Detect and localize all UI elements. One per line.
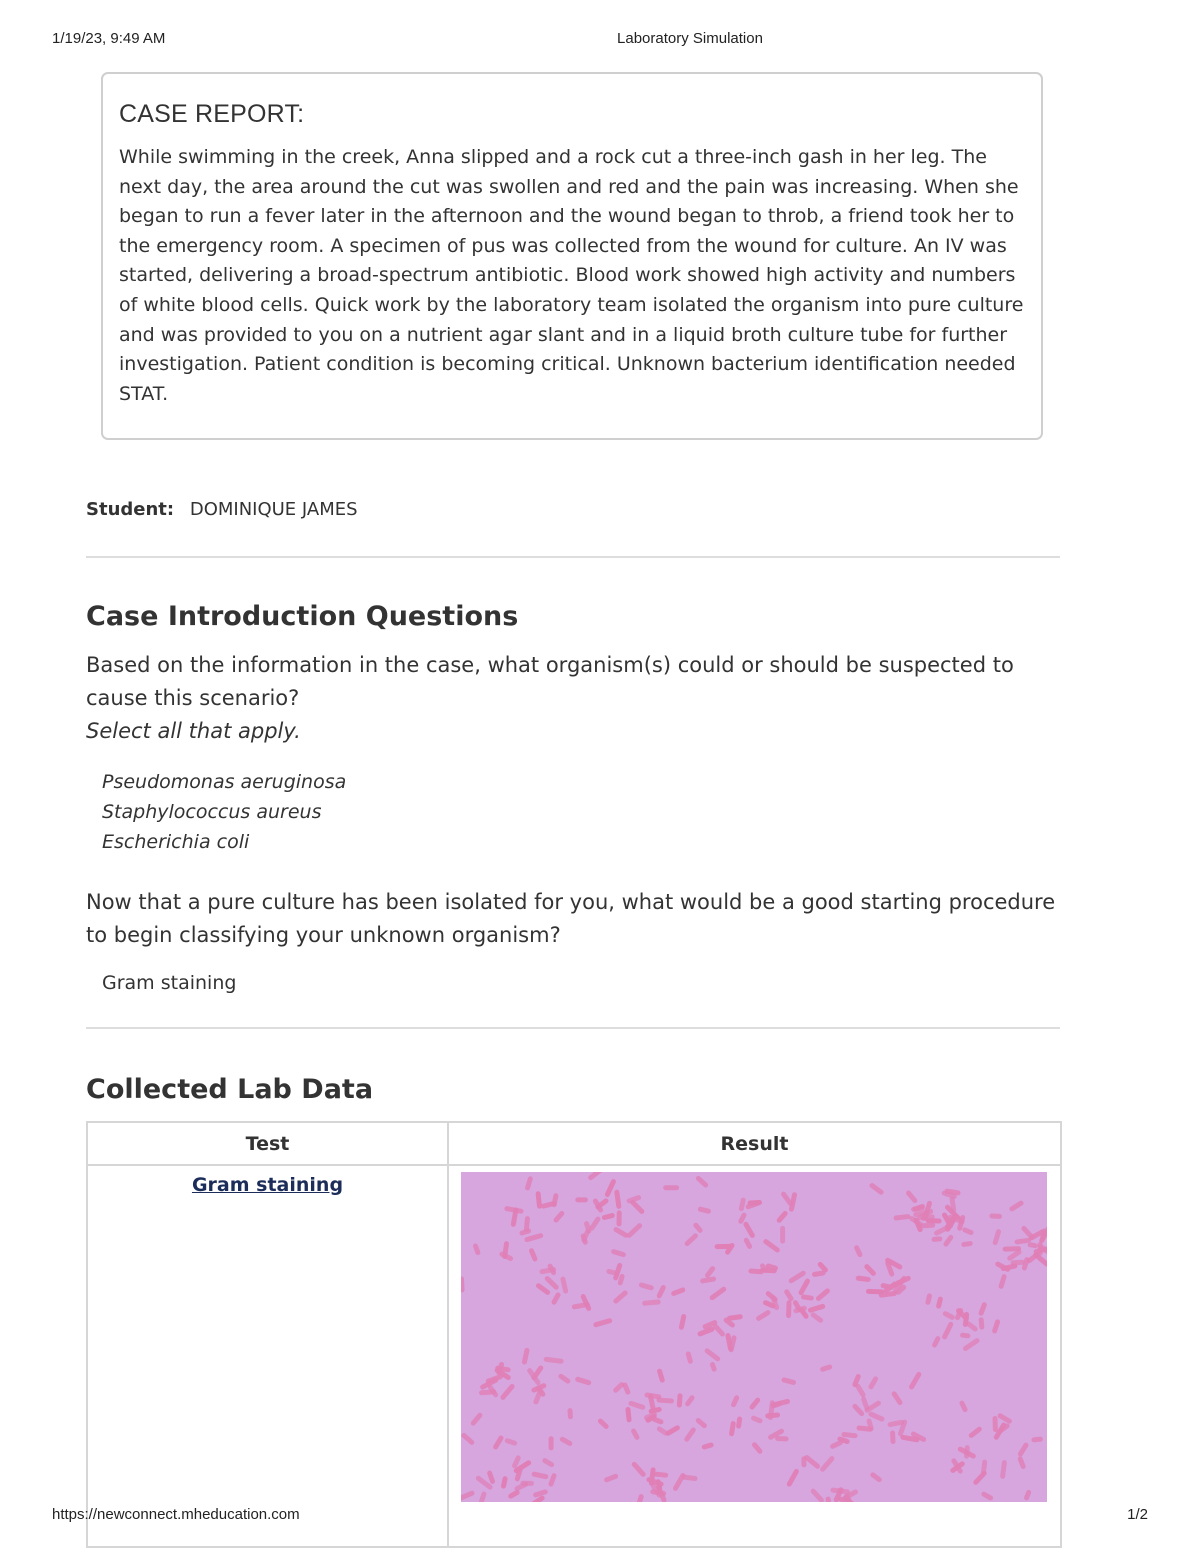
bacterium [926,1218,942,1224]
bacterium [801,1456,806,1467]
micrograph-image [461,1172,1047,1502]
test-cell [87,1165,448,1547]
case-report-box [101,72,1043,440]
bacterium [715,1244,734,1249]
question-1 [86,649,1066,748]
question-1-answers [102,767,346,857]
case-report-body: While swimming in the creek, Anna slipped and a rock cut a three-inch gash in her leg. The next day, the area around the cut was swollen and red and the pain was increasing. When she began to run a fever later in the afternoon and the wound began to throb, a friend took her to the emergency room. A specimen of pus was collected from the wound for culture. An IV was started, delivering a broad-spectrum antibiotic. Blood work showed high activity and numbers of white blood cells. Quick work by the laboratory team isolated the organism into pure culture and was provided to you on a nutrient agar slant and in a liquid broth culture tube for further investigation. Patient condition is becoming critical. Unknown bacterium identification needed STAT. [119,146,1024,405]
answer-item: Staphylococcus aureus [102,801,322,823]
bacterium [663,1185,679,1190]
print-header-datetime: 1/19/23, 9:49 AM [52,30,166,47]
bacterium [992,1416,998,1432]
bacterium [989,1213,1002,1219]
bacterium [616,1210,621,1226]
lab-data-title: Collected Lab Data [86,1074,374,1105]
case-report-title: CASE REPORT: [119,100,305,128]
table-row [87,1165,1061,1547]
table-header-test: Test [87,1122,448,1165]
gram-staining-link[interactable]: Gram staining [191,1174,344,1196]
bacterium [920,1223,936,1229]
table-header-result: Result [448,1122,1061,1165]
bacterium [549,1436,554,1450]
print-footer-page: 1/2 [1127,1506,1148,1523]
student-line [86,499,358,520]
bacterium [567,1408,573,1419]
bacterium [890,1430,896,1444]
bacterium [780,1226,785,1244]
print-footer-url: https://newconnect.mheducation.com [52,1506,300,1523]
bacterium [575,1197,588,1202]
bacterium [775,1436,789,1442]
bacterium [747,1200,762,1206]
student-name: DOMINIQUE JAMES [189,499,358,520]
divider [86,556,1060,558]
divider [86,1027,1060,1029]
table-header-row [87,1122,1061,1165]
question-1-text: Based on the information in the case, what organism(s) could or should be suspected to cause this scenario? [86,653,1014,710]
case-intro-title: Case Introduction Questions [86,601,519,632]
result-cell [448,1165,1061,1547]
gram-stain-micrograph [461,1172,1047,1502]
question-2-answer: Gram staining [102,972,237,994]
student-label: Student: [86,499,175,520]
answer-item: Escherichia coli [102,831,250,853]
question-2 [86,886,1066,952]
lab-data-table [86,1121,1062,1548]
answer-item: Pseudomonas aeruginosa [102,771,347,793]
bacterium [786,1300,792,1318]
bacterium [677,1393,683,1408]
question-2-text: Now that a pure culture has been isolated for you, what would be a good starting procedure to begin classifying your unknown organism? [86,890,1056,947]
print-header-title: Laboratory Simulation [617,30,763,47]
bacterium [866,1289,885,1295]
question-1-instruction: Select all that apply. [86,719,301,743]
